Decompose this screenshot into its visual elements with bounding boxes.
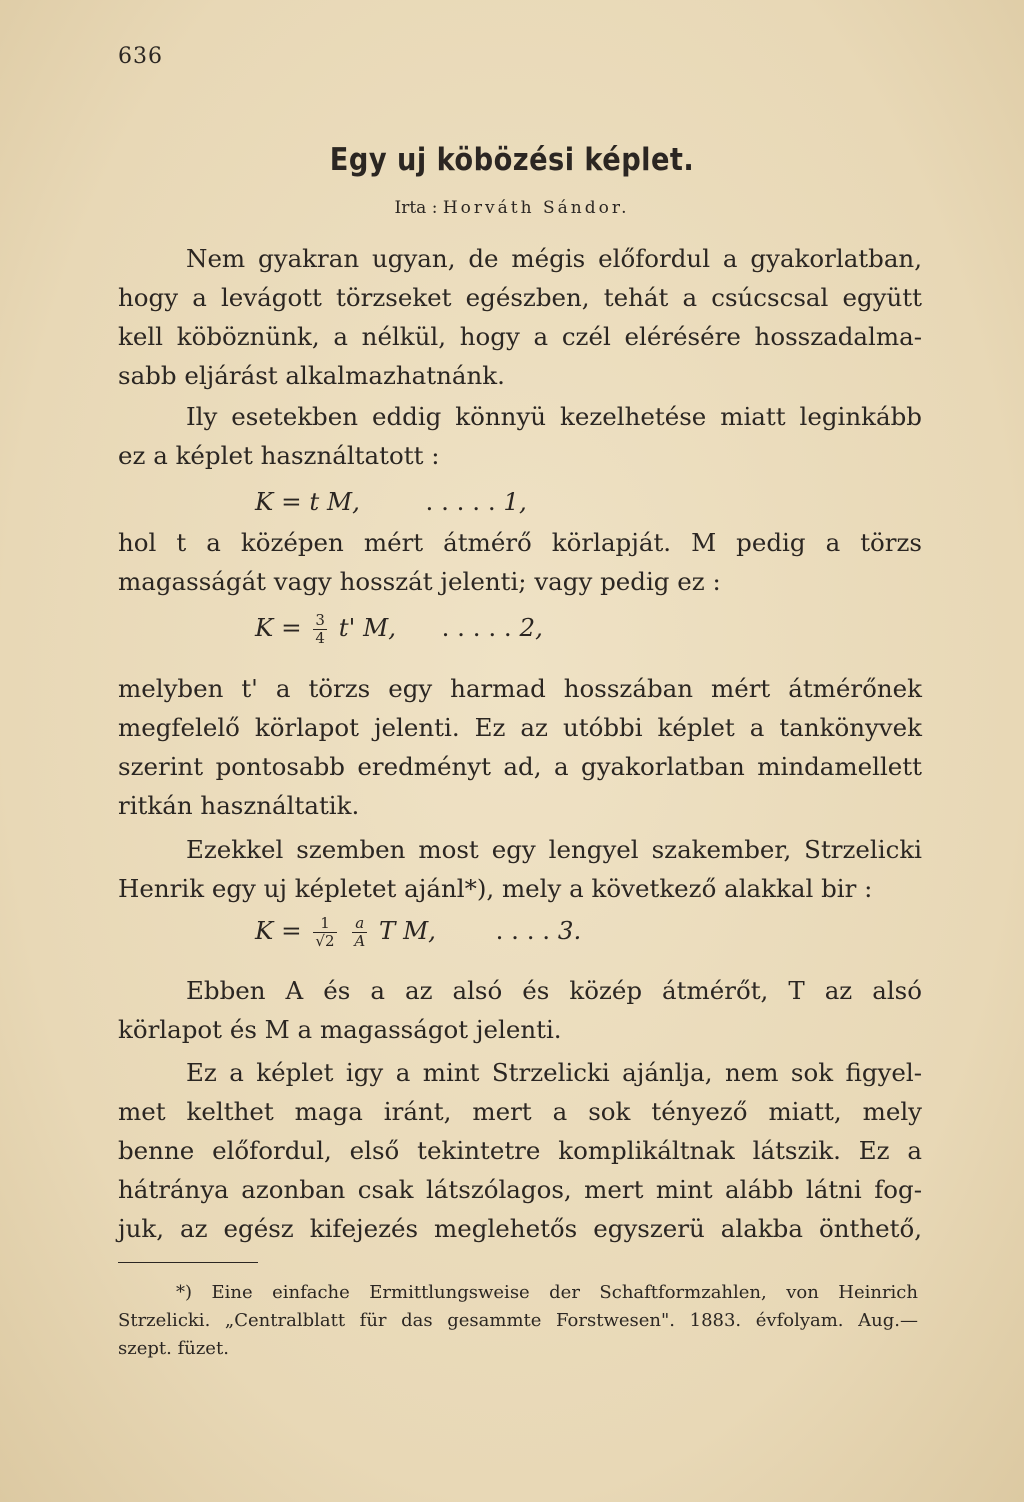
formula-2-number: 2, [519,613,543,642]
text-line: ritkán használtatik. [118,791,360,820]
author-name: Horváth Sándor. [442,198,630,218]
text-line: megfelelő körlapot jelenti. Ez az utóbbi képlet a tankönyvek [118,713,922,742]
formula-3 [255,915,581,950]
text-line: körlapot és M a magasságot jelenti. [118,1015,562,1044]
page-number: 636 [118,44,163,69]
byline [0,198,1024,218]
formula-2-fraction [313,612,327,647]
text-line: kell köböznünk, a nélkül, hogy a czél elérésére hosszadalma- [118,322,922,351]
text-line: sabb eljárást alkalmazhatnánk. [118,361,505,390]
text-line: hol t a középen mért átmérő körlapját. M pedig a törzs [118,528,922,557]
formula-3-lhs: K = [255,916,302,945]
byline-prefix: Irta : [394,198,438,218]
fraction-numerator: a [352,915,367,933]
fraction-numerator: 1 [313,915,336,933]
fraction-denominator: A [354,932,366,950]
formula-1-lhs: K = t M, [255,487,360,516]
text-line: Ez a képlet igy a mint Strzelicki ajánlja, nem sok figyel- [186,1058,922,1087]
formula-1-dots: . . . . . [425,487,496,516]
text-line: ez a képlet használtatott : [118,441,440,470]
text-line: benne előfordul, első tekintetre komplikáltnak látszik. Ez a [118,1136,922,1165]
text-line: Ebben A és a az alsó és közép átmérőt, T az alsó [186,976,922,1005]
text-line: Ezekkel szemben most egy lengyel szakember, Strzelicki [186,835,922,864]
text-line: Henrik egy uj képletet ajánl*), mely a következő alakkal bir : [118,874,873,903]
formula-3-fraction-2 [352,915,367,950]
footnote-rule [118,1262,258,1263]
text-line: magasságát vagy hosszát jelenti; vagy pedig ez : [118,567,721,596]
fraction-denominator: 4 [315,629,325,647]
text-line: hátránya azonban csak látszólagos, mert mint alább látni fog- [118,1175,922,1204]
text-line: Nem gyakran ugyan, de mégis előfordul a gyakorlatban, [186,244,922,273]
text-line: melyben t' a törzs egy harmad hosszában mért átmérőnek [118,674,922,703]
formula-3-rhs: T M, [378,916,436,945]
formula-3-fraction-1 [313,915,336,950]
footnote-line: szept. füzet. [118,1338,229,1359]
formula-2-lhs: K = [255,613,302,642]
formula-3-number: 3. [557,916,582,945]
text-line: juk, az egész kifejezés meglehetős egyszerü alakba önthető, [118,1214,922,1243]
text-line: Ily esetekben eddig könnyü kezelhetése miatt leginkább [186,402,922,431]
article-title: Egy uj köbözési képlet. [329,142,695,178]
text-line: szerint pontosabb eredményt ad, a gyakorlatban mindamellett [118,752,922,781]
formula-1-number: 1, [503,487,527,516]
text-line: hogy a levágott törzseket egészben, tehát a csúcscsal együtt [118,283,922,312]
fraction-numerator: 3 [315,611,325,629]
formula-2 [255,612,543,647]
fraction-denominator: √2 [315,932,335,950]
formula-2-dots: . . . . . [441,613,512,642]
formula-2-rhs: t' M, [338,613,397,642]
footnote-line: Strzelicki. „Centralblatt für das gesammte Forstwesen". 1883. évfolyam. Aug.— [118,1310,918,1331]
formula-1 [255,487,527,516]
footnote-line: *) Eine einfache Ermittlungsweise der Schaftformzahlen, von Heinrich [176,1282,918,1303]
formula-3-dots: . . . . [495,916,551,945]
text-line: met kelthet maga iránt, mert a sok tényező miatt, mely [118,1097,922,1126]
